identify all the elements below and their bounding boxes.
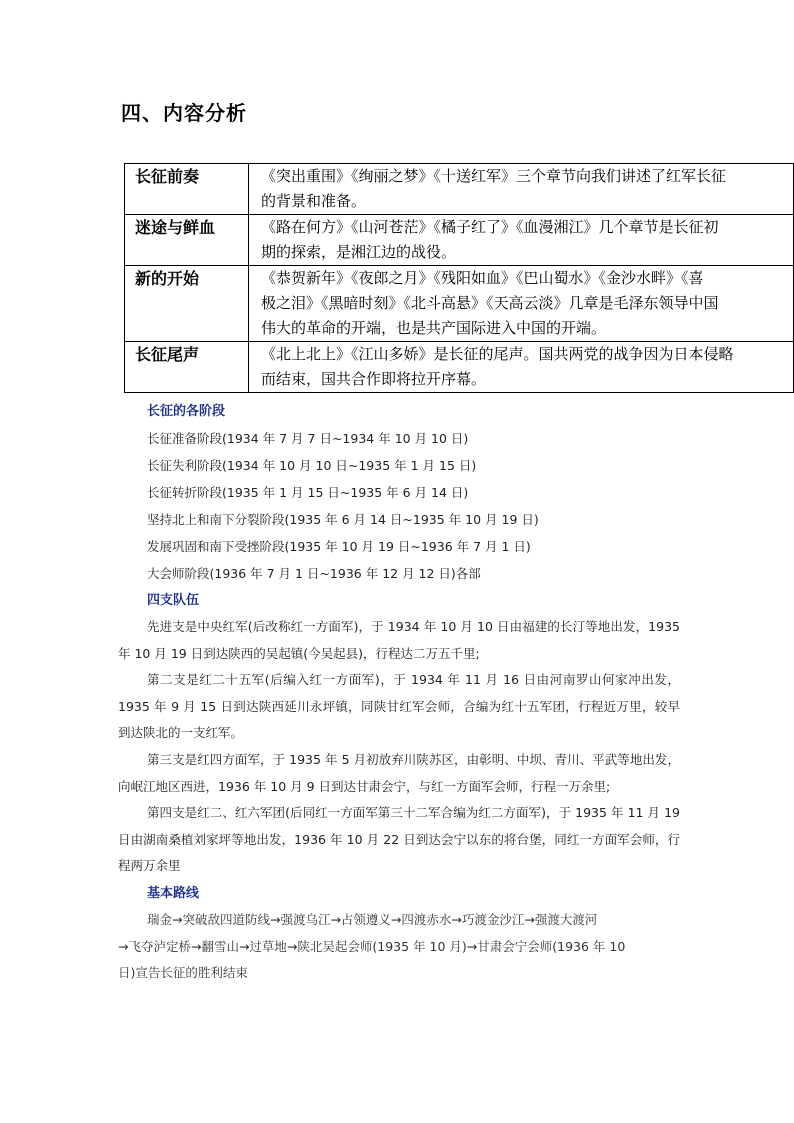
row-text xyxy=(249,215,794,266)
row-text-line: 《北上北上》《江山多娇》是长征的尾声。国共两党的战争因为日本侵略 xyxy=(261,345,734,363)
team-paragraph: 第四支是红二、红六军团(后同红一方面军第三十二军合编为红二方面军)，于 1935 年 11 月 19 日由湖南桑植刘家坪等地出发，1936 年 10 月 22 日到达会宁以东的将台堡，同红一方面军会师，行程两万余里 xyxy=(118,805,680,874)
team-paragraph: 先进支是中央红军(后改称红一方面军)，于 1934 年 10 月 10 日由福建的长汀等地出发，1935 年 10 月 19 日到达陕西的吴起镇(今吴起县)，行程达二万五千里; xyxy=(118,619,680,661)
row-label: 迷途与鲜血 xyxy=(125,215,249,266)
table-row xyxy=(125,164,794,215)
row-text-line: 而结束，国共合作即将拉开序幕。 xyxy=(261,370,487,388)
team-paragraph: 第三支是红四方面军，于 1935 年 5 月初放弃川陕苏区，由彰明、中坝、青川、平武等地出发，向岷江地区西进，1936 年 10 月 9 日到达甘肃会宁，与红一方面军会师，行程一万余里; xyxy=(118,751,680,794)
route-line: →飞夺泸定桥→翻雪山→过草地→陕北吴起会师(1935 年 10 月)→甘肃会宁会师(1936 年 10 xyxy=(118,938,626,954)
row-text-line: 期的探索，是湘江边的战役。 xyxy=(261,243,457,261)
row-text-line: 极之泪》《黑暗时刻》《北斗高悬》《天高云淡》几章是毛泽东领导中国 xyxy=(261,294,719,312)
body-content xyxy=(118,398,680,987)
row-text-line: 《路在何方》《山河苍茫》《橘子红了》《血漫湘江》几个章节是长征初 xyxy=(261,218,719,236)
route-text xyxy=(118,907,680,987)
row-label: 长征尾声 xyxy=(125,342,249,393)
content-analysis-table xyxy=(124,163,794,393)
stages-title: 长征的各阶段 xyxy=(147,404,226,419)
row-label: 长征前奏 xyxy=(125,164,249,215)
row-text xyxy=(249,342,794,393)
team-paragraph: 第二支是红二十五军(后编入红一方面军)，于 1934 年 11 月 16 日由河南罗山何家冲出发，1935 年 9 月 15 日到达陕西延川永坪镇，同陕甘红军会师，合编为红十五军团，行程近万里，较早到达陕北的一支红军。 xyxy=(118,672,680,741)
row-text xyxy=(249,266,794,342)
row-text-line: 伟大的革命的开端，也是共产国际进入中国的开端。 xyxy=(261,319,607,337)
stage-item: 大会师阶段(1936 年 7 月 1 日~1936 年 12 月 12 日)各部 xyxy=(147,566,481,581)
route-title: 基本路线 xyxy=(147,885,200,901)
teams-title: 四支队伍 xyxy=(147,593,200,608)
stage-item: 发展巩固和南下受挫阶段(1935 年 10 月 19 日~1936 年 7 月 1 日) xyxy=(147,539,531,554)
stage-item: 长征失利阶段(1934 年 10 月 10 日~1935 年 1 月 15 日) xyxy=(147,458,477,473)
row-text-line: 《恭贺新年》《夜郎之月》《残阳如血》《巴山蜀水》《金沙水畔》《喜 xyxy=(261,269,704,287)
section-heading: 四、内容分析 xyxy=(121,101,247,125)
row-text-line: 的背景和准备。 xyxy=(261,192,367,210)
table-row xyxy=(125,215,794,266)
stage-item: 长征准备阶段(1934 年 7 月 7 日~1934 年 10 月 10 日) xyxy=(147,431,469,446)
row-text xyxy=(249,164,794,215)
row-label: 新的开始 xyxy=(125,266,249,342)
stage-item: 长征转折阶段(1935 年 1 月 15 日~1935 年 6 月 14 日) xyxy=(147,485,469,500)
route-line: 瑞金→突破敌四道防线→强渡乌江→占领遵义→四渡赤水→巧渡金沙江→强渡大渡河 xyxy=(147,911,598,927)
table-row xyxy=(125,342,794,393)
route-line: 日)宣告长征的胜利结束 xyxy=(118,965,248,981)
table-row xyxy=(125,266,794,342)
stage-item: 坚持北上和南下分裂阶段(1935 年 6 月 14 日~1935 年 10 月 19 日) xyxy=(147,512,539,527)
row-text-line: 《突出重围》《绚丽之梦》《十送红军》三个章节向我们讲述了红军长征 xyxy=(261,167,727,185)
